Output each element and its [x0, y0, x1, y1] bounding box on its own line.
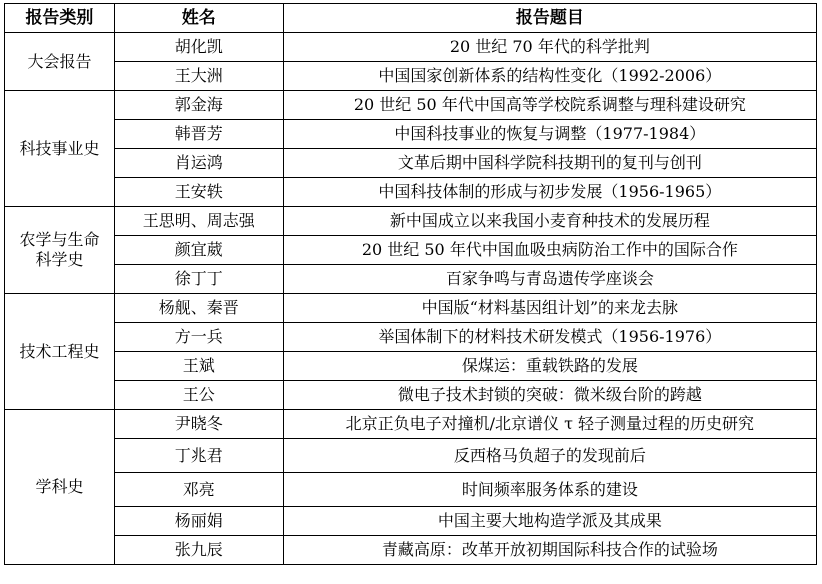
title-cell: 百家争鸣与青岛遗传学座谈会 [283, 265, 816, 294]
table-row [5, 410, 817, 439]
name-cell: 王斌 [114, 352, 283, 381]
category-cell: 大会报告 [5, 33, 115, 91]
name-cell: 王思明、周志强 [114, 207, 283, 236]
name-cell: 胡化凯 [114, 33, 283, 62]
table-row [5, 120, 817, 149]
title-cell: 中国科技事业的恢复与调整（1977-1984） [283, 120, 816, 149]
title-cell: 北京正负电子对撞机/北京谱仪 τ 轻子测量过程的历史研究 [283, 410, 816, 439]
name-cell: 徐丁丁 [114, 265, 283, 294]
header-row [5, 4, 817, 33]
table-row [5, 149, 817, 178]
name-cell: 丁兆君 [114, 439, 283, 473]
table-row [5, 294, 817, 323]
title-cell: 青藏高原：改革开放初期国际科技合作的试验场 [283, 536, 816, 565]
table-row [5, 62, 817, 91]
title-cell: 中国科技体制的形成与初步发展（1956-1965） [283, 178, 816, 207]
name-cell: 郭金海 [114, 91, 283, 120]
table-row [5, 507, 817, 536]
title-cell: 中国版“材料基因组计划”的来龙去脉 [283, 294, 816, 323]
header-name: 姓名 [114, 4, 283, 33]
name-cell: 韩晋芳 [114, 120, 283, 149]
table-row [5, 473, 817, 507]
title-cell: 中国国家创新体系的结构性变化（1992-2006） [283, 62, 816, 91]
title-cell: 时间频率服务体系的建设 [283, 473, 816, 507]
category-cell: 农学与生命科学史 [5, 207, 115, 294]
table-row [5, 207, 817, 236]
category-cell: 科技事业史 [5, 91, 115, 207]
title-cell: 反西格马负超子的发现前后 [283, 439, 816, 473]
table-row [5, 91, 817, 120]
table-row [5, 178, 817, 207]
title-cell: 20 世纪 50 年代中国高等学校院系调整与理科建设研究 [283, 91, 816, 120]
table-row [5, 33, 817, 62]
name-cell: 杨舰、秦晋 [114, 294, 283, 323]
report-table [4, 3, 817, 565]
title-cell: 微电子技术封锁的突破：微米级台阶的跨越 [283, 381, 816, 410]
name-cell: 王安轶 [114, 178, 283, 207]
header-category: 报告类别 [5, 4, 115, 33]
table-row [5, 323, 817, 352]
title-cell: 20 世纪 70 年代的科学批判 [283, 33, 816, 62]
name-cell: 方一兵 [114, 323, 283, 352]
name-cell: 肖运鸿 [114, 149, 283, 178]
title-cell: 新中国成立以来我国小麦育种技术的发展历程 [283, 207, 816, 236]
category-cell: 技术工程史 [5, 294, 115, 410]
title-cell: 20 世纪 50 年代中国血吸虫病防治工作中的国际合作 [283, 236, 816, 265]
title-cell: 文革后期中国科学院科技期刊的复刊与创刊 [283, 149, 816, 178]
table-row [5, 265, 817, 294]
table-row [5, 439, 817, 473]
table-row [5, 536, 817, 565]
table-row [5, 236, 817, 265]
title-cell: 保煤运：重载铁路的发展 [283, 352, 816, 381]
name-cell: 王公 [114, 381, 283, 410]
name-cell: 王大洲 [114, 62, 283, 91]
header-title: 报告题目 [283, 4, 816, 33]
title-cell: 举国体制下的材料技术研发模式（1956-1976） [283, 323, 816, 352]
name-cell: 颜宜葳 [114, 236, 283, 265]
name-cell: 尹晓冬 [114, 410, 283, 439]
name-cell: 张九辰 [114, 536, 283, 565]
table-row [5, 381, 817, 410]
table-row [5, 352, 817, 381]
name-cell: 杨丽娟 [114, 507, 283, 536]
name-cell: 邓亮 [114, 473, 283, 507]
category-cell: 学科史 [5, 410, 115, 565]
title-cell: 中国主要大地构造学派及其成果 [283, 507, 816, 536]
